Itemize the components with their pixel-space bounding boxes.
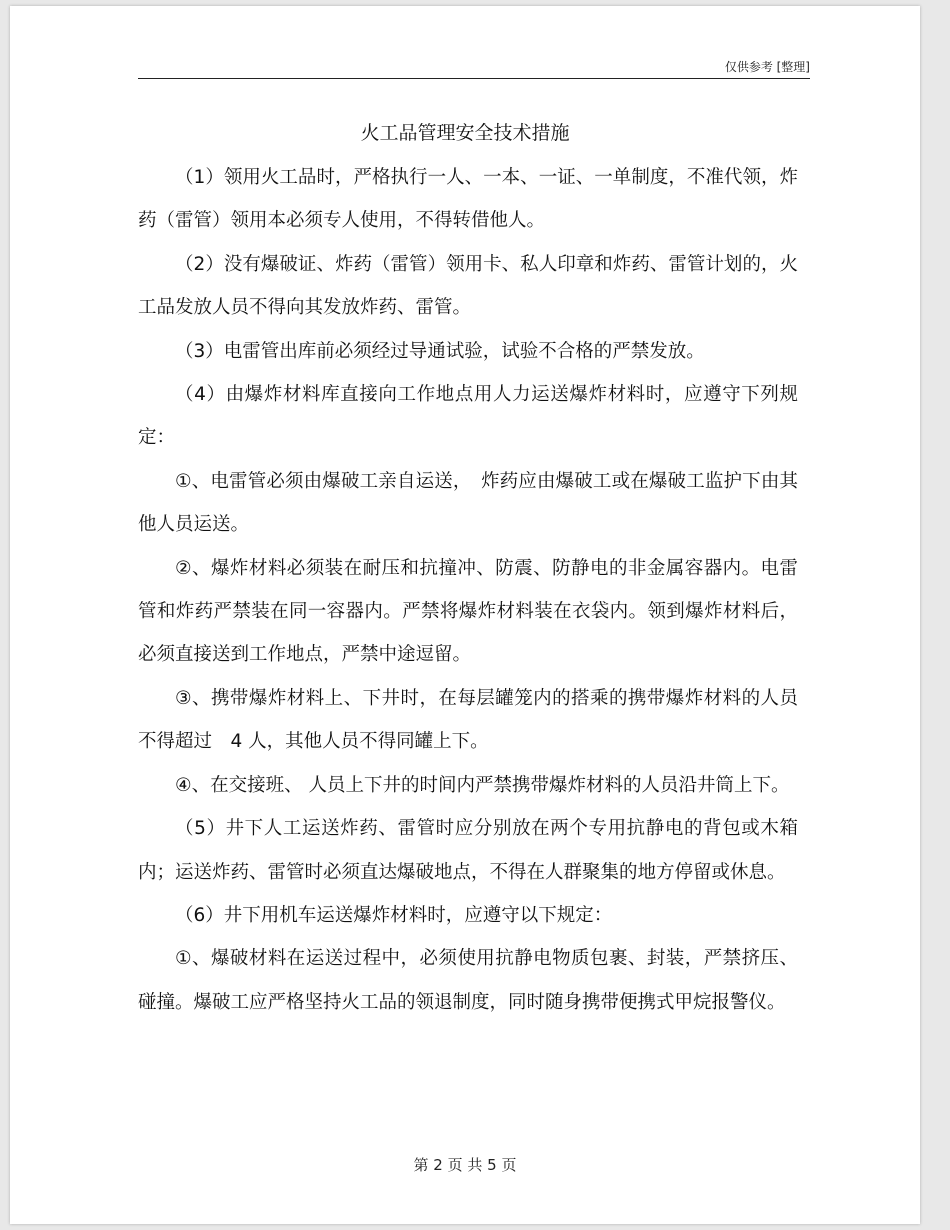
paragraph: （1）领用火工品时，严格执行一人、一本、一证、一单制度，不准代领，炸药（雷管）领用本必须专人使用，不得转借他人。 — [138, 167, 798, 232]
paragraph: ②、爆炸材料必须装在耐压和抗撞冲、防震、防静电的非金属容器内。电雷管和炸药严禁装在同一容器内。严禁将爆炸材料装在衣袋内。领到爆炸材料后，必须直接送到工作地点，严禁中途逗留。 — [138, 557, 798, 666]
paragraph: ①、爆破材料在运送过程中，必须使用抗静电物质包裹、封装，严禁挤压、碰撞。爆破工应严格坚持火工品的领退制度，同时随身携带便携式甲烷报警仪。 — [138, 948, 798, 1013]
paragraph: （4）由爆炸材料库直接向工作地点用人力运送爆炸材料时，应遵守下列规定： — [138, 384, 798, 449]
paragraph: ③、携带爆炸材料上、下井时，在每层罐笼内的搭乘的携带爆炸材料的人员不得超过 4 人，其他人员不得同罐上下。 — [138, 687, 798, 753]
paragraph: （6）井下用机车运送爆炸材料时，应遵守以下规定： — [175, 904, 613, 926]
header-note: 仅供参考 [整理] — [724, 60, 810, 74]
paragraph: （2）没有爆破证、炸药（雷管）领用卡、私人印章和炸药、雷管计划的，火工品发放人员不得向其发放炸药、雷管。 — [138, 253, 798, 319]
paragraph: （5）井下人工运送炸药、雷管时应分别放在两个专用抗静电的背包或木箱内；运送炸药、雷管时必须直达爆破地点，不得在人群聚集的地方停留或休息。 — [138, 818, 798, 883]
page-number-footer: 第 2 页 共 5 页 — [413, 1156, 517, 1174]
document-title: 火工品管理安全技术措施 — [360, 122, 570, 144]
paragraph: （3）电雷管出库前必须经过导通试验，试验不合格的严禁发放。 — [175, 340, 705, 362]
document-page — [10, 6, 920, 1224]
paragraph: ④、在交接班、 人员上下井的时间内严禁携带爆炸材料的人员沿井筒上下。 — [175, 774, 790, 796]
document-body — [138, 156, 798, 1024]
header-divider — [138, 78, 810, 79]
paragraph: ①、电雷管必须由爆破工亲自运送， 炸药应由爆破工或在爆破工监护下由其他人员运送。 — [138, 470, 798, 536]
